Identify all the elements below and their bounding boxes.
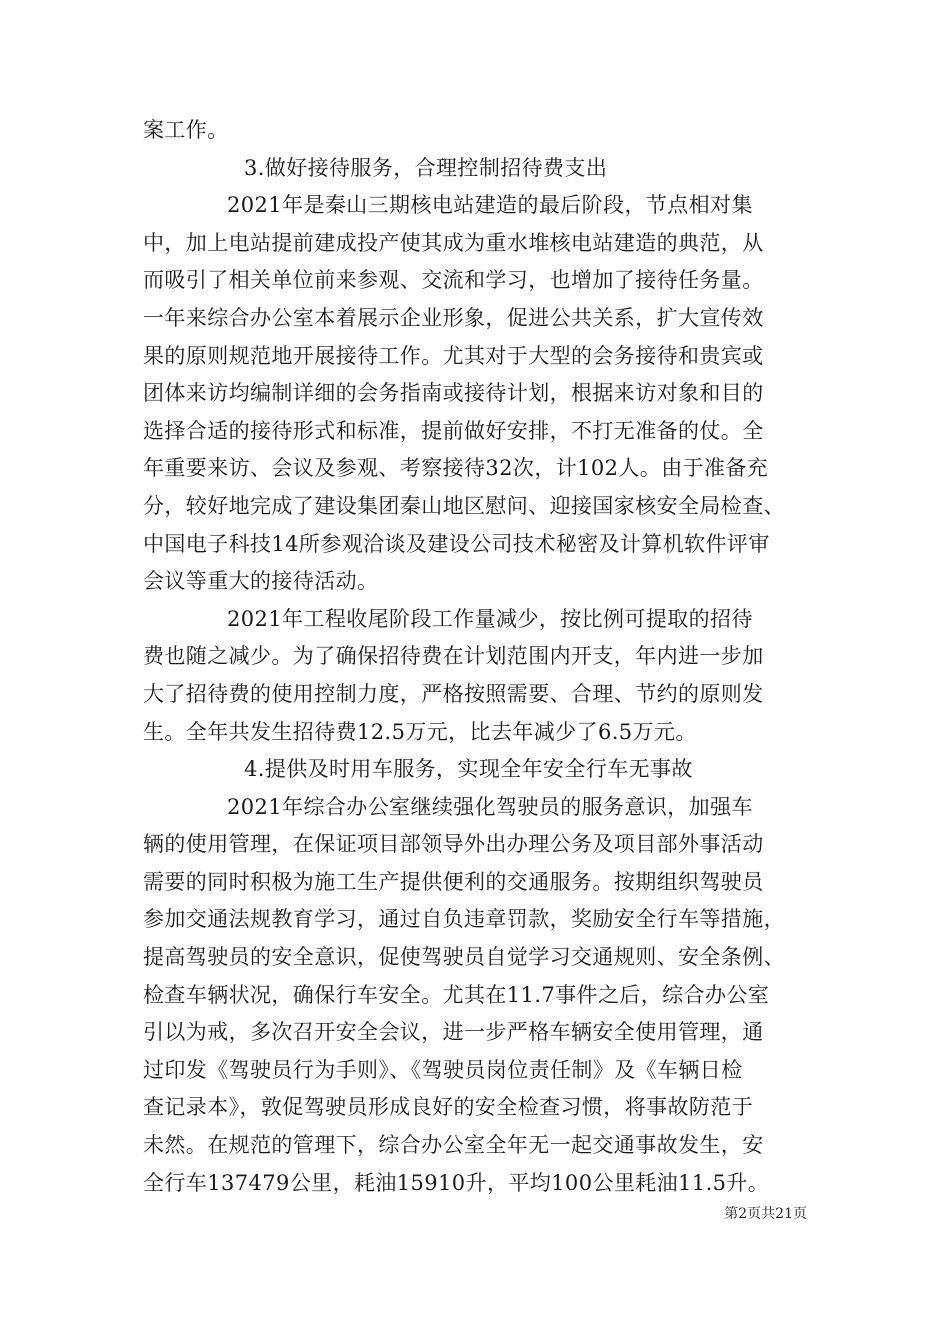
paragraph-start: 2021年工程收尾阶段工作量减少，按比例可提取的招待 — [227, 606, 753, 631]
text-line: 全行车137479公里，耗油15910升，平均100公里耗油11.5升。 — [143, 1170, 770, 1195]
text-line: 而吸引了相关单位前来参观、交流和学习，也增加了接待任务量。 — [143, 268, 764, 293]
page-number-footer: 第2页共21页 — [724, 1206, 807, 1222]
text-line: 分，较好地完成了建设集团秦山地区慰问、迎接国家核安全局检查、 — [143, 493, 785, 518]
text-line: 未然。在规范的管理下，综合办公室全年无一起交通事故发生，安 — [143, 1133, 764, 1158]
text-line: 果的原则规范地开展接待工作。尤其对于大型的会务接待和贵宾或 — [143, 343, 764, 368]
text-line: 会议等重大的接待活动。 — [143, 569, 379, 594]
text-line: 一年来综合办公室本着展示企业形象，促进公共关系，扩大宣传效 — [143, 305, 764, 330]
text-line: 需要的同时积极为施工生产提供便利的交通服务。按期组织驾驶员 — [143, 869, 764, 894]
text-line: 过印发《驾驶员行为手则》、《驾驶员岗位责任制》及《车辆日检 — [143, 1057, 743, 1082]
text-line: 参加交通法规教育学习，通过自负违章罚款，奖励安全行车等措施， — [143, 907, 785, 932]
document-body — [143, 112, 807, 1202]
text-line: 生。全年共发生招待费12.5万元，比去年减少了6.5万元。 — [143, 719, 697, 744]
text-line: 团体来访均编制详细的会务指南或接待计划，根据来访对象和目的 — [143, 381, 764, 406]
text-line: 案工作。 — [143, 118, 229, 142]
text-line: 提高驾驶员的安全意识，促使驾驶员自觉学习交通规则、安全条例、 — [143, 945, 785, 970]
paragraph-start: 2021年是秦山三期核电站建造的最后阶段，节点相对集 — [227, 193, 753, 218]
text-line: 查记录本》，敦促驾驶员形成良好的安全检查习惯，将事故防范于 — [143, 1095, 754, 1120]
text-line: 中，加上电站提前建成投产使其成为重水堆核电站建造的典范，从 — [143, 230, 764, 255]
section-heading: 4.提供及时用车服务，实现全年安全行车无事故 — [244, 757, 693, 782]
text-line: 大了招待费的使用控制力度，严格按照需要、合理、节约的原则发 — [143, 681, 764, 706]
text-line: 费也随之减少。为了确保招待费在计划范围内开支，年内进一步加 — [143, 644, 764, 669]
section-heading: 3.做好接待服务，合理控制招待费支出 — [244, 155, 608, 180]
text-line: 选择合适的接待形式和标准，提前做好安排，不打无准备的仗。全 — [143, 418, 764, 443]
paragraph-start: 2021年综合办公室继续强化驾驶员的服务意识，加强车 — [227, 794, 753, 819]
text-line: 中国电子科技14所参观洽谈及建设公司技术秘密及计算机软件评审 — [143, 531, 770, 556]
text-line: 辆的使用管理，在保证项目部领导外出办理公务及项目部外事活动 — [143, 832, 764, 857]
text-line: 年重要来访、会议及参观、考察接待32次，计102人。由于准备充 — [143, 456, 769, 481]
text-line: 引以为戒，多次召开安全会议，进一步严格车辆安全使用管理，通 — [143, 1020, 764, 1045]
text-line: 检查车辆状况，确保行车安全。尤其在11.7事件之后，综合办公室 — [143, 982, 770, 1007]
